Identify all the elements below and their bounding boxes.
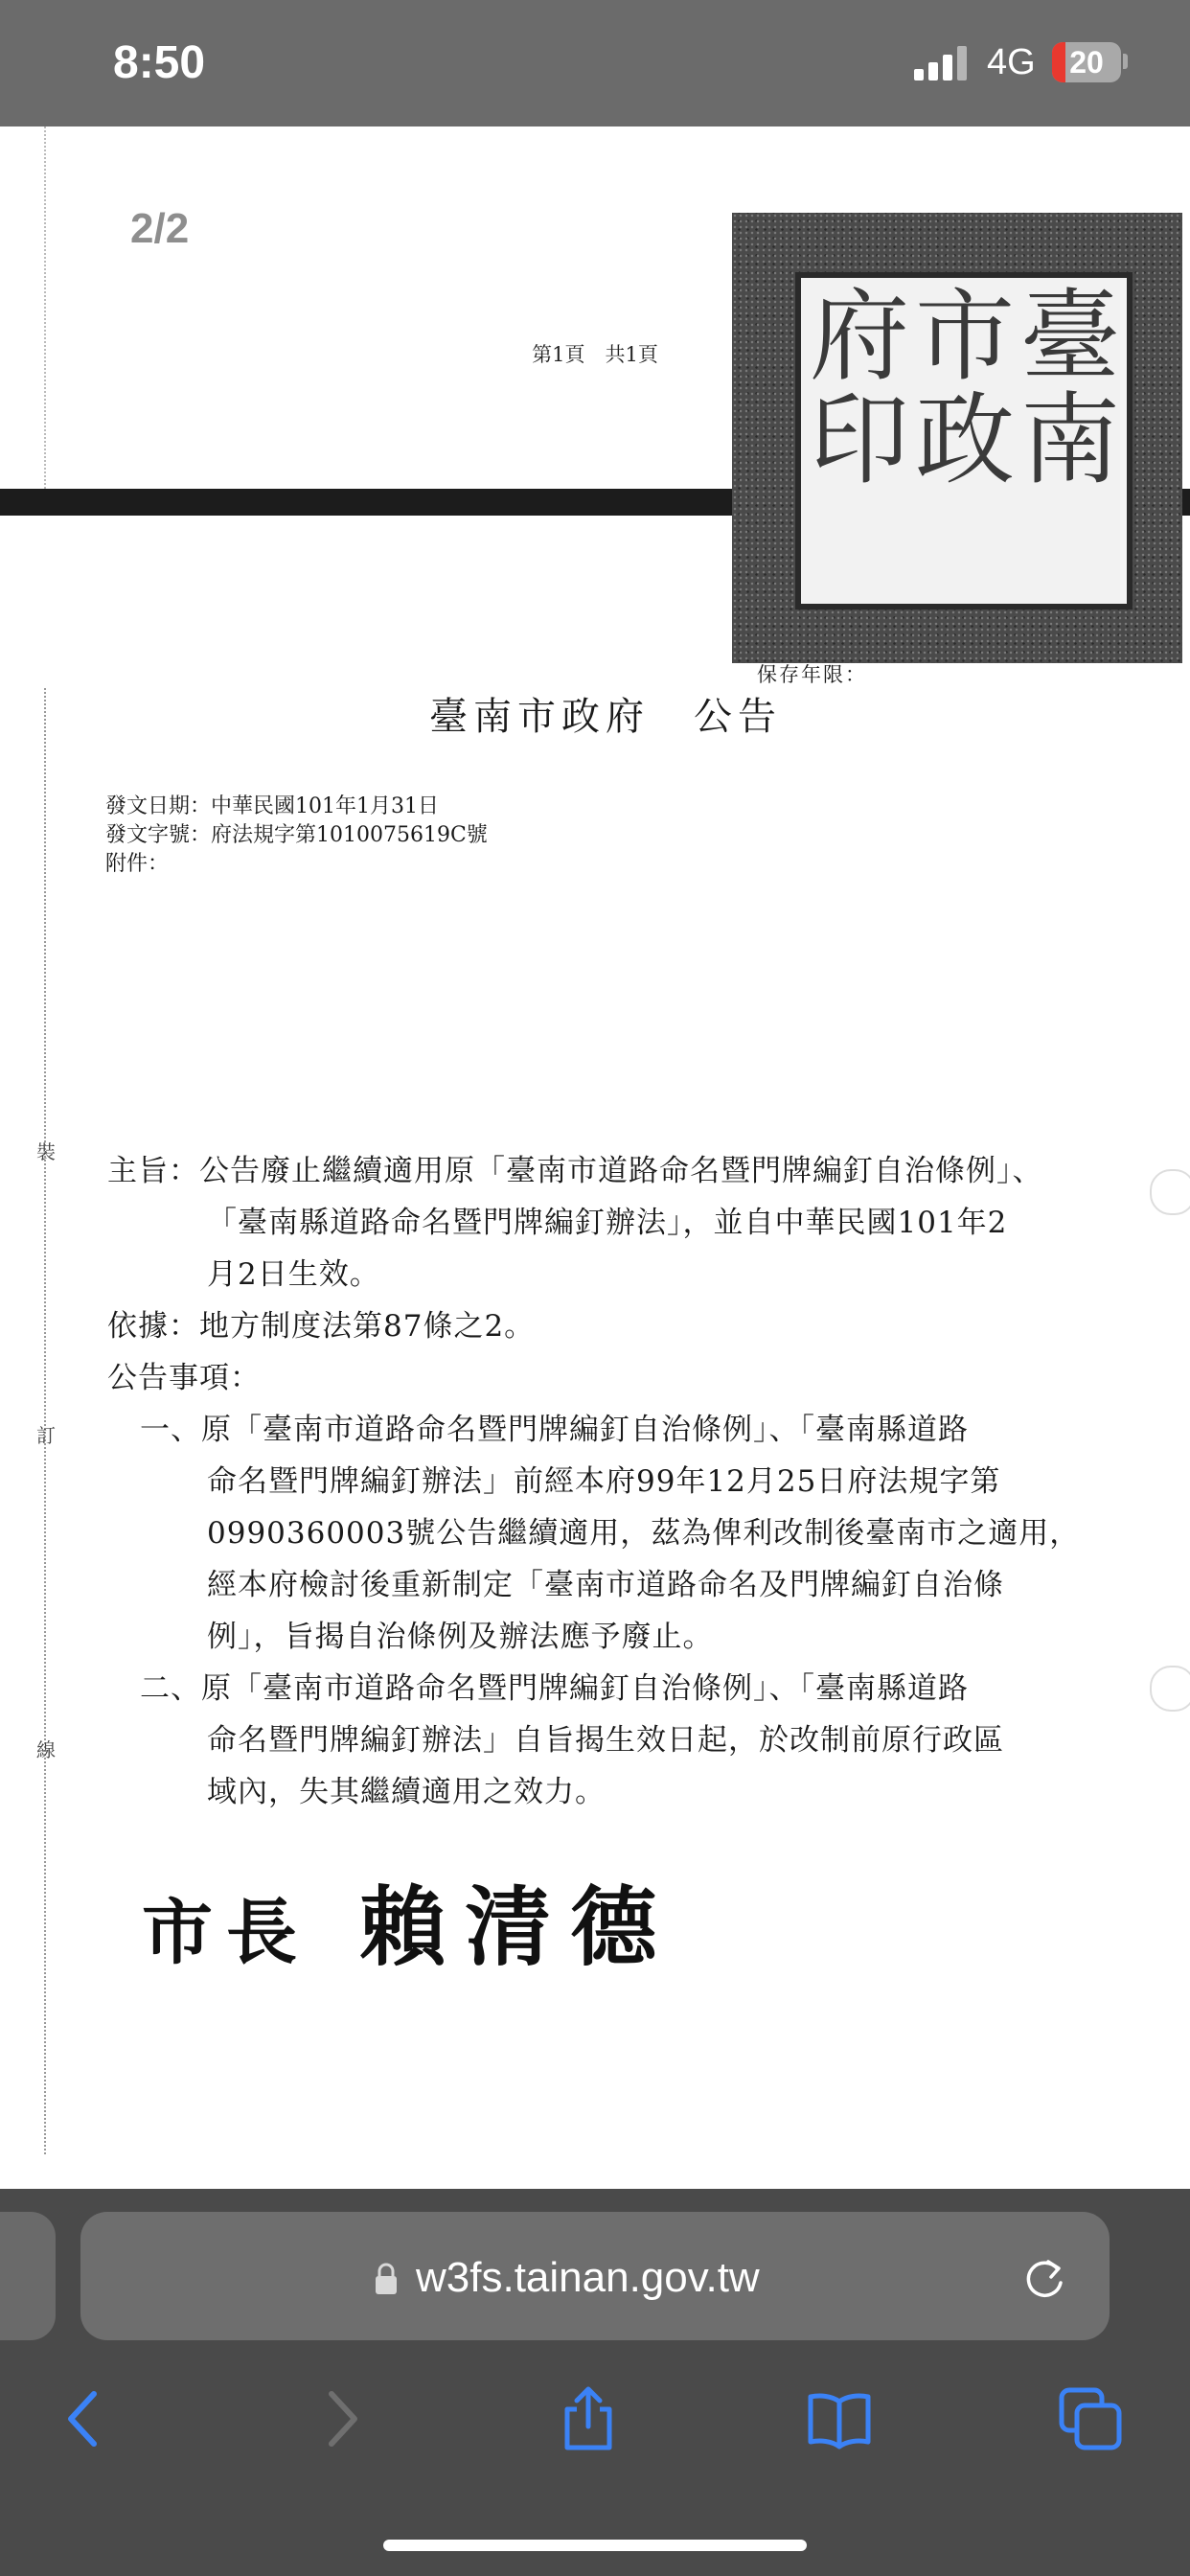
- margin-mark-zhuang: 裝: [36, 1140, 56, 1163]
- seal-character: 南: [1019, 381, 1120, 498]
- signature-title: 市長: [142, 1892, 310, 1974]
- signal-icon: [914, 46, 970, 80]
- tabs-icon[interactable]: [1056, 2384, 1125, 2453]
- signature-name: 賴清德: [359, 1876, 676, 1978]
- item-two-line: 域內，失其繼續適用之效力。: [207, 1775, 606, 1809]
- battery-icon: [1052, 42, 1121, 82]
- seal-character: 臺: [1019, 278, 1120, 395]
- url-text[interactable]: w3fs.tainan.gov.tw: [416, 2254, 760, 2301]
- scroll-handle[interactable]: [1150, 1169, 1190, 1215]
- item-two-line: 二、原「臺南市道路命名暨門牌編釘自治條例」、「臺南縣道路: [140, 1671, 969, 1706]
- seal-character: 印: [809, 381, 909, 498]
- item-one-line: 例」，旨揭自治條例及辦法應予廢止。: [207, 1620, 714, 1654]
- item-one-line: 一、原「臺南市道路命名暨門牌編釘自治條例」、「臺南縣道路: [140, 1413, 969, 1447]
- previous-tab-preview[interactable]: [0, 2212, 56, 2340]
- page-footer: 第1頁 共1頁: [532, 343, 658, 366]
- bookmarks-icon[interactable]: [805, 2384, 874, 2453]
- back-icon[interactable]: [50, 2384, 119, 2453]
- item-one-line: 0990360003號公告繼續適用，茲為俾利改制後臺南市之適用，: [207, 1516, 1081, 1551]
- pdf-page-2: [0, 516, 1190, 2189]
- basis-line: 依據：地方制度法第87條之2。: [107, 1309, 536, 1344]
- issue-number: 發文字號：府法規字第1010075619C號: [105, 823, 488, 847]
- retention-label: 保存年限：: [757, 663, 867, 686]
- home-indicator[interactable]: [383, 2540, 807, 2551]
- binding-line: [44, 126, 46, 489]
- seal-character: 府: [809, 278, 909, 395]
- seal-character: 政: [914, 381, 1015, 498]
- battery-level: 20: [1069, 45, 1104, 80]
- margin-mark-ding: 訂: [36, 1424, 56, 1447]
- reload-icon[interactable]: [1019, 2254, 1069, 2304]
- issue-date: 發文日期：中華民國101年1月31日: [105, 794, 439, 818]
- margin-mark-xian: 線: [36, 1738, 56, 1761]
- seal-character: 市: [914, 278, 1015, 395]
- mayor-signature: [142, 1857, 675, 1982]
- status-time: 8:50: [113, 37, 206, 88]
- network-type: 4G: [987, 42, 1036, 82]
- document-title: 臺南市政府 公告: [429, 695, 782, 739]
- seal-inner: [795, 272, 1133, 610]
- share-icon[interactable]: [554, 2384, 623, 2453]
- item-one-line: 命名暨門牌編釘辦法」前經本府99年12月25日府法規字第: [207, 1464, 1001, 1499]
- announcement-heading: 公告事項：: [107, 1361, 261, 1395]
- status-bar: [0, 0, 1190, 126]
- forward-icon[interactable]: [307, 2384, 376, 2453]
- subject-line: 主旨：公告廢止繼續適用原「臺南市道路命名暨門牌編釘自治條例」、: [107, 1154, 1043, 1188]
- battery-nub: [1123, 54, 1128, 69]
- item-two-line: 命名暨門牌編釘辦法」自旨揭生效日起，於改制前原行政區: [207, 1723, 1004, 1758]
- attachment-label: 附件：: [105, 852, 170, 876]
- page-indicator: 2/2: [130, 205, 190, 252]
- scroll-handle[interactable]: [1150, 1666, 1190, 1712]
- item-one-line: 經本府檢討後重新制定「臺南市道路命名及門牌編釘自治條: [207, 1568, 1004, 1602]
- subject-line: 月2日生效。: [207, 1257, 380, 1292]
- lock-icon: [374, 2262, 399, 2296]
- subject-line: 「臺南縣道路命名暨門牌編釘辦法」，並自中華民國101年2: [207, 1206, 1008, 1240]
